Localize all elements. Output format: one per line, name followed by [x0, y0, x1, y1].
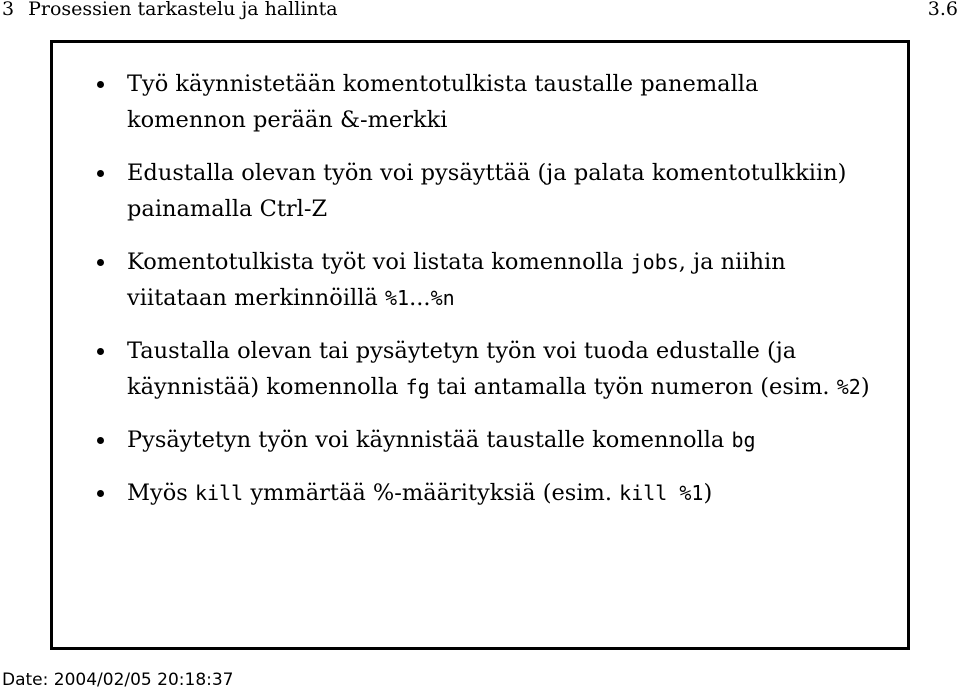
bullet-dot-icon — [97, 437, 104, 444]
bullet-dot-icon — [97, 170, 104, 177]
code-kill: kill — [195, 481, 244, 505]
footer-date: Date: 2004/02/05 20:18:37 — [2, 670, 234, 689]
bullet-line: Edustalla olevan työn voi pysäyttää (ja palata komentotulkkiin) — [127, 160, 847, 186]
code-kill-example: kill %1 — [619, 481, 704, 505]
text-segment: ) — [703, 480, 713, 506]
bullet-dot-icon — [97, 490, 104, 497]
bullet-line: komennon perään &-merkki — [127, 107, 448, 133]
list-item — [97, 244, 897, 316]
list-item — [97, 333, 897, 405]
text-segment: tai antamalla työn numeron (esim. — [429, 374, 837, 400]
list-item — [97, 422, 897, 458]
bullet-line — [127, 422, 897, 458]
text-segment: ) — [860, 374, 870, 400]
bullet-line — [127, 244, 897, 280]
bullet-dot-icon — [97, 348, 104, 355]
text-segment: Komentotulkista työt voi listata komennolla — [127, 249, 631, 275]
code-job-ref-last: %n — [430, 286, 455, 310]
bullet-line: Taustalla olevan tai pysäytetyn työn voi tuoda edustalle (ja — [127, 338, 797, 364]
code-job-ref: %2 — [836, 375, 861, 399]
code-job-ref-first: %1 — [385, 286, 410, 310]
bullet-line: painamalla Ctrl-Z — [127, 196, 328, 222]
text-segment: , ja niihin — [678, 249, 786, 275]
list-item — [97, 475, 897, 511]
running-header — [2, 0, 338, 20]
code-fg: fg — [405, 375, 430, 399]
text-segment: ymmärtää %-määrityksiä (esim. — [243, 480, 620, 506]
bullet-line: Työ käynnistetään komentotulkista taustalle panemalla — [127, 71, 759, 97]
section-number: 3 — [2, 0, 15, 20]
text-segment: Myös — [127, 480, 195, 506]
slide-frame — [50, 40, 910, 650]
code-jobs: jobs — [630, 250, 679, 274]
text-segment: viitataan merkinnöillä — [127, 285, 385, 311]
list-item — [97, 66, 897, 138]
text-segment: ... — [409, 285, 431, 311]
text-segment: Pysäytetyn työn voi käynnistää taustalle komennolla — [127, 427, 732, 453]
bullet-line — [127, 369, 897, 405]
list-item — [97, 155, 897, 227]
bullet-dot-icon — [97, 81, 104, 88]
bullet-line — [127, 280, 897, 316]
slide-number: 3.6 — [927, 0, 958, 20]
bullet-list — [97, 66, 897, 528]
section-title: Prosessien tarkastelu ja hallinta — [28, 0, 338, 20]
text-segment: käynnistää) komennolla — [127, 374, 406, 400]
bullet-line — [127, 475, 897, 511]
bullet-dot-icon — [97, 259, 104, 266]
code-bg: bg — [731, 428, 756, 452]
